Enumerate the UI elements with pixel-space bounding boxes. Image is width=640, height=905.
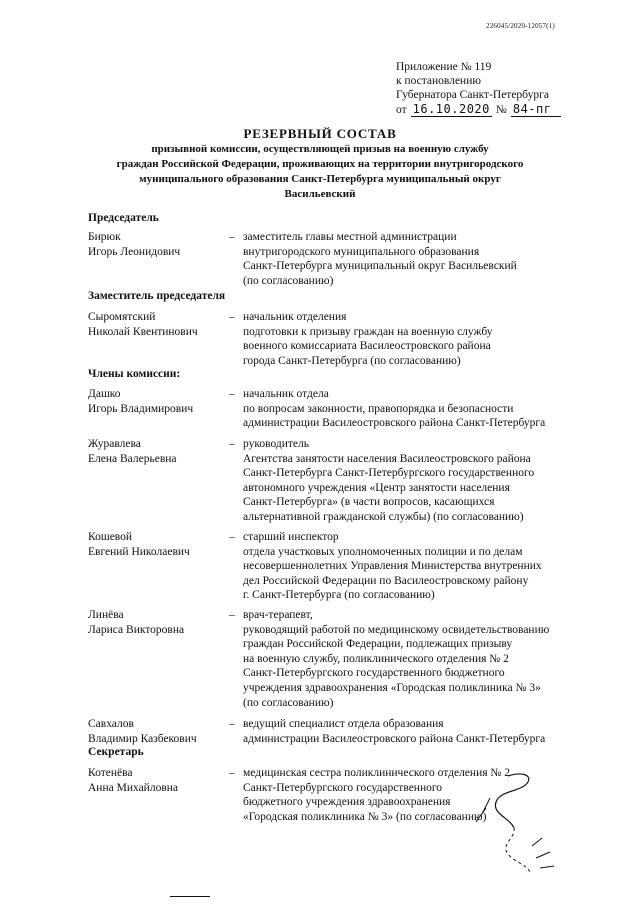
person-position	[243, 717, 545, 746]
surname: Линёва	[88, 609, 124, 621]
person-name	[88, 530, 228, 559]
surname: Савхалов	[88, 718, 134, 730]
dash-separator: –	[229, 311, 235, 323]
handwritten-signature	[470, 768, 560, 888]
position-line: отдела участковых уполномоченных полиции и по делам	[243, 545, 523, 558]
dash-separator: –	[229, 388, 235, 400]
position-line: несовершеннолетних Управления Министерства внутренних	[243, 560, 542, 573]
person-name	[88, 387, 228, 416]
person-name	[88, 230, 228, 259]
person-position	[243, 608, 549, 710]
position-line: (по согласованию)	[243, 274, 334, 287]
number-prefix: №	[495, 104, 507, 116]
position-line: на военную службу, поликлинического отделения № 2	[243, 652, 509, 665]
position-line: Санкт-Петербурга муниципальный округ Васильевский	[243, 260, 517, 273]
position-line: Санкт-Петербурга» (в части вопросов, касающихся	[243, 496, 495, 509]
person-position	[243, 387, 545, 431]
document-registration-number: 226045/2020-12057(1)	[486, 22, 555, 30]
position-line: граждан Российской Федерации, подлежащих призыву	[243, 638, 513, 651]
person-name	[88, 608, 228, 637]
position-line: подготовки к призыву граждан на военную службу	[243, 325, 493, 338]
position-line: руководитель	[243, 438, 309, 450]
document-title: РЕЗЕРВНЫЙ СОСТАВ	[243, 126, 397, 141]
position-line: дел Российской Федерации по Василеостровскому району	[243, 574, 529, 587]
person-position	[243, 530, 542, 603]
given-names: Евгений Николаевич	[88, 545, 190, 558]
position-line: Санкт-Петербургского государственного	[243, 781, 443, 794]
dash-separator: –	[229, 231, 235, 243]
position-line: администрации Василеостровского района Санкт-Петербурга	[243, 732, 546, 745]
dash-separator: –	[229, 438, 235, 450]
position-line: администрации Василеостровского района Санкт-Петербурга	[243, 417, 546, 430]
subtitle-line: Васильевский	[284, 188, 356, 200]
position-line: старший инспектор	[243, 531, 339, 543]
position-line: бюджетного учреждения здравоохранения	[243, 796, 451, 809]
position-line: Санкт-Петербургского государственного бюджетного	[243, 667, 505, 680]
handwritten-date: 16.10.2020	[412, 102, 490, 116]
given-names: Игорь Владимирович	[88, 402, 194, 415]
position-line: (по согласованию)	[243, 696, 334, 709]
person-name	[88, 766, 228, 795]
given-names: Анна Михайловна	[88, 781, 179, 794]
surname: Бирюк	[88, 231, 121, 243]
position-line: учреждения здравоохранения «Городская поликлиника № 3»	[243, 681, 541, 694]
position-line: руководящий работой по медицинскому освидетельствованию	[243, 623, 550, 636]
given-names: Лариса Викторовна	[88, 623, 185, 636]
appendix-line: к постановлению	[396, 75, 481, 87]
footer-divider	[170, 896, 210, 897]
subtitle-line: граждан Российской Федерации, проживающих на территории внутригородского	[116, 158, 524, 170]
appendix-line: Губернатора Санкт-Петербурга	[396, 89, 549, 101]
position-line: автономного учреждения «Центр занятости населения	[243, 481, 510, 494]
position-line: начальник отделения	[243, 311, 347, 323]
position-line: заместитель главы местной администрации	[243, 231, 457, 243]
position-line: начальник отдела	[243, 388, 329, 400]
dash-separator: –	[229, 767, 235, 779]
position-line: Агентства занятости населения Василеостровского района	[243, 452, 531, 465]
document-subtitle	[0, 142, 640, 202]
given-names: Николай Квентинович	[88, 325, 198, 338]
given-names: Игорь Леонидович	[88, 245, 181, 258]
section-heading-deputy: Заместитель председателя	[88, 290, 226, 302]
subtitle-line: призывной комиссии, осуществляющей призыв на военную службу	[151, 143, 489, 155]
appendix-date-line	[396, 102, 561, 117]
surname: Дашко	[88, 388, 121, 400]
appendix-line: Приложение № 119	[396, 61, 492, 73]
surname: Кошевой	[88, 531, 133, 543]
subtitle-line: муниципального образования Санкт-Петербурга муниципальный округ	[139, 173, 501, 185]
position-line: Санкт-Петербурга Санкт-Петербургского государственного	[243, 467, 535, 480]
surname: Журавлева	[88, 438, 141, 450]
dash-separator: –	[229, 531, 235, 543]
person-position	[243, 310, 492, 368]
position-line: альтернативной гражданской службы) (по согласованию)	[243, 510, 524, 523]
appendix-header	[396, 60, 561, 117]
position-line: города Санкт-Петербурга (по согласованию)	[243, 354, 461, 367]
person-position	[243, 230, 517, 288]
section-heading-members: Члены комиссии:	[88, 368, 181, 380]
person-position	[243, 437, 534, 525]
section-heading-chairman: Председатель	[88, 212, 159, 224]
position-line: ведущий специалист отдела образования	[243, 718, 444, 730]
surname: Котенёва	[88, 767, 133, 779]
section-heading-secretary: Секретарь	[88, 746, 144, 758]
position-line: по вопросам законности, правопорядка и безопасности	[243, 402, 514, 415]
position-line: «Городская поликлиника № 3» (по согласованию)	[243, 810, 487, 823]
given-names: Елена Валерьевна	[88, 452, 177, 465]
date-prefix: от	[396, 104, 407, 116]
dash-separator: –	[229, 718, 235, 730]
person-name	[88, 310, 228, 339]
position-line: военного комиссариата Василеостровского района	[243, 340, 491, 353]
surname: Сыромятский	[88, 311, 156, 323]
position-line: врач-терапевт,	[243, 609, 313, 621]
position-line: медицинская сестра поликлинического отделения № 2	[243, 767, 510, 779]
position-line: внутригородского муниципального образования	[243, 245, 480, 258]
given-names: Владимир Казбекович	[88, 732, 197, 745]
person-name	[88, 437, 228, 466]
dash-separator: –	[229, 609, 235, 621]
position-line: г. Санкт-Петербурга (по согласованию)	[243, 589, 435, 602]
handwritten-number: 84-пг	[511, 102, 561, 117]
person-name	[88, 717, 228, 746]
